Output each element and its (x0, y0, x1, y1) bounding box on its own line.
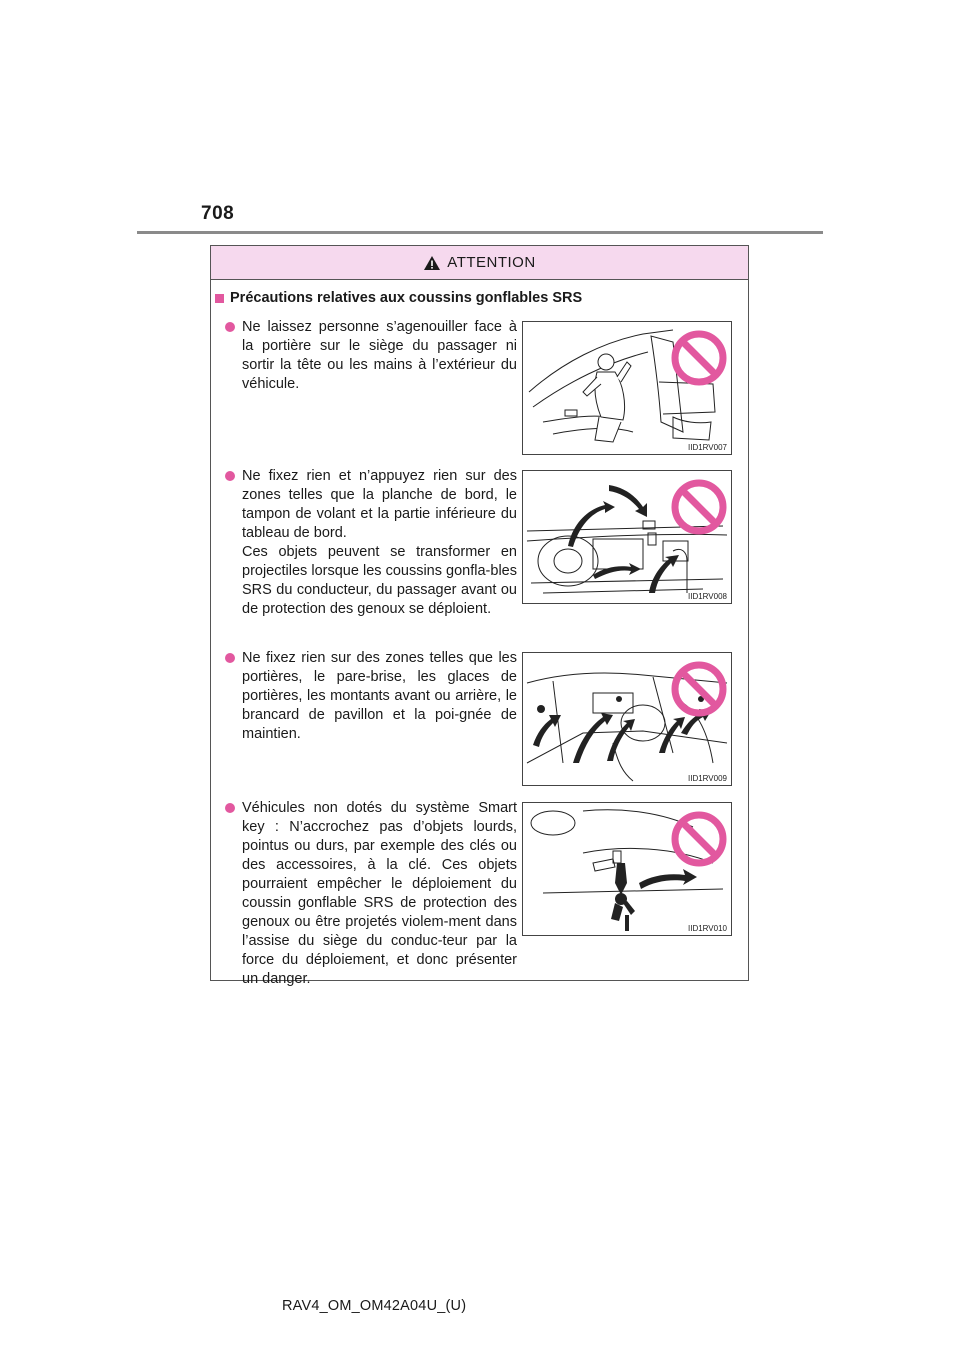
item-text-continued: Ces objets peuvent se transformer en projectiles lorsque les coussins gonfla-bles SRS du conducteur, du passager avant ou de protection des genoux se déploient. (242, 544, 517, 617)
list-item (225, 649, 517, 744)
warning-box (210, 245, 749, 987)
item-text: Ne laissez personne s’agenouiller face à la portière sur le siège du passager ni sortir la tête ou les mains à l’extérieur du véhicule. (242, 319, 517, 392)
list-item (225, 799, 517, 989)
illustration-pillars-roof (522, 652, 732, 786)
illustration-dashboard (522, 470, 732, 604)
section-title (215, 290, 582, 306)
bullet-icon (225, 803, 235, 813)
prohibited-icon (671, 811, 727, 867)
item-text: Ne fixez rien sur des zones telles que les portières, le pare-brise, les glaces de portières, les montants avant ou arrière, le brancard de pavillon et la poi-gnée de maintien. (242, 650, 517, 742)
footer-doc-code: RAV4_OM_OM42A04U_(U) (282, 1298, 467, 1314)
header-rule (137, 231, 823, 234)
item-text: Véhicules non dotés du système Smart key : N’accrochez pas d’objets lourds, pointus ou durs, par exemple des clés ou des accessoires, à la clé. Ces objets pourraient empêcher le déploiement du coussin gonflable SRS de protection des genoux ou être projetés violem-ment dans l’assise du siège du conduc-teur par la force du déploiement, et donc présenter un danger. (242, 800, 517, 987)
warning-header (211, 246, 748, 280)
section-marker-icon (215, 294, 224, 303)
list-item (225, 467, 517, 619)
prohibited-icon (671, 661, 727, 717)
item-text: Ne fixez rien et n’appuyez rien sur des zones telles que la planche de bord, le tampon de volant et la partie inférieure du tableau de bord. (242, 468, 517, 541)
figure-code: IID1RV007 (688, 443, 727, 452)
warning-triangle-icon (423, 255, 441, 271)
bullet-icon (225, 653, 235, 663)
prohibited-icon (671, 479, 727, 535)
list-item (225, 318, 517, 394)
bullet-icon (225, 471, 235, 481)
figure-code: IID1RV010 (688, 924, 727, 933)
warning-label: ATTENTION (447, 254, 536, 271)
illustration-key (522, 802, 732, 936)
bullet-icon (225, 322, 235, 332)
illustration-passenger-door (522, 321, 732, 455)
prohibited-icon (671, 330, 727, 386)
figure-code: IID1RV009 (688, 774, 727, 783)
figure-code: IID1RV008 (688, 592, 727, 601)
page-number: 708 (201, 203, 235, 224)
section-title-text: Précautions relatives aux coussins gonflables SRS (230, 290, 583, 306)
